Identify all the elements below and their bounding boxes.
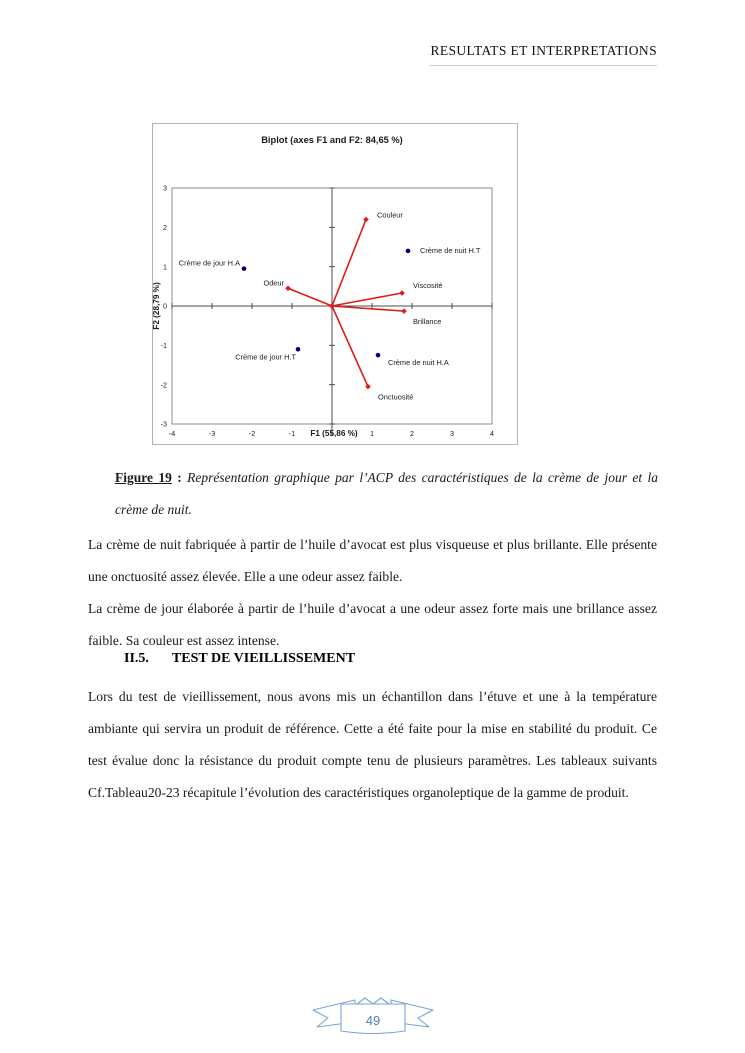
header-title: RESULTATS ET INTERPRETATIONS xyxy=(430,43,657,66)
observation-point xyxy=(296,347,301,352)
y-tick-label: -3 xyxy=(160,419,167,429)
body-text-block-2 xyxy=(88,681,657,809)
observation-label: Crème de nuit H.A xyxy=(388,358,449,368)
y-tick-label: 0 xyxy=(163,301,167,311)
figure-caption-text: Représentation graphique par l’ACP des caractéristiques de la crème de jour et la crème de nuit. xyxy=(115,470,658,517)
vector-label: Brillance xyxy=(413,317,442,327)
vector-label: Couleur xyxy=(377,210,403,220)
page-number-ribbon-icon xyxy=(307,995,439,1039)
figure-caption xyxy=(115,462,658,526)
observation-label: Crème de jour H.T xyxy=(235,352,296,362)
x-tick-label: -3 xyxy=(208,429,216,438)
ribbon-fold-right xyxy=(373,998,389,1004)
figure-separator: : xyxy=(171,470,188,485)
x-axis-title: F1 (55,86 %) xyxy=(310,429,358,438)
vector-label: Onctuosité xyxy=(378,392,414,402)
chart-title: Biplot (axes F1 and F2: 84,65 %) xyxy=(261,135,403,145)
observation-point xyxy=(376,353,381,358)
biplot-svg xyxy=(152,123,518,445)
y-tick-label: -2 xyxy=(160,380,167,390)
y-tick-label: -1 xyxy=(160,340,167,350)
figure-label: Figure 19 xyxy=(115,470,172,485)
x-tick-label: 2 xyxy=(410,429,414,438)
y-tick-label: 2 xyxy=(163,222,167,232)
section-number: II.5. xyxy=(124,651,149,666)
x-tick-label: -2 xyxy=(248,429,256,438)
y-axis-title: F2 (28,79 %) xyxy=(152,282,161,330)
paragraph-2: La crème de jour élaborée à partir de l’huile d’avocat a une odeur assez forte mais une brillance assez faible. Sa couleur est assez intense. xyxy=(88,601,657,648)
vector-label: Viscosité xyxy=(413,281,443,291)
x-tick-label: -4 xyxy=(168,429,176,438)
observation-point xyxy=(406,249,411,254)
y-tick-label: 1 xyxy=(163,262,167,272)
x-tick-label: 3 xyxy=(450,429,454,438)
page-header xyxy=(88,42,657,66)
observation-label: Crème de nuit H.T xyxy=(420,245,481,255)
observation-label: Crème de jour H.A xyxy=(178,258,240,268)
vector-label: Odeur xyxy=(263,278,284,288)
y-tick-label: 3 xyxy=(163,183,167,193)
body-text-block xyxy=(88,529,657,657)
ribbon-fold-left xyxy=(357,998,373,1004)
page-number: 49 xyxy=(365,1013,381,1028)
x-tick-label: 1 xyxy=(370,429,374,438)
paragraph-1: La crème de nuit fabriquée à partir de l’huile d’avocat est plus visqueuse et plus brillante. Elle présente une onctuosité assez élevée. Elle a une odeur assez faible. xyxy=(88,537,657,584)
x-tick-label: 4 xyxy=(490,429,494,438)
x-tick-label: -1 xyxy=(288,429,296,438)
biplot-chart xyxy=(152,123,518,445)
section-title: TEST DE VIEILLISSEMENT xyxy=(171,651,356,666)
observation-point xyxy=(242,266,247,271)
paragraph-3: Lors du test de vieillissement, nous avons mis un échantillon dans l’étuve et une à la température ambiante qui servira un produit de référence. Cette a été faite pour la mise en stabilité du produit. Ce test évalue donc la résistance du produit compte tenu de plusieurs paramètres. Les tableaux suivants Cf.Tableau20-23 récapitule l’évolution des caractéristiques organoleptique de la gamme de produit. xyxy=(88,689,657,800)
section-heading xyxy=(124,649,355,669)
chart-frame xyxy=(153,124,518,445)
